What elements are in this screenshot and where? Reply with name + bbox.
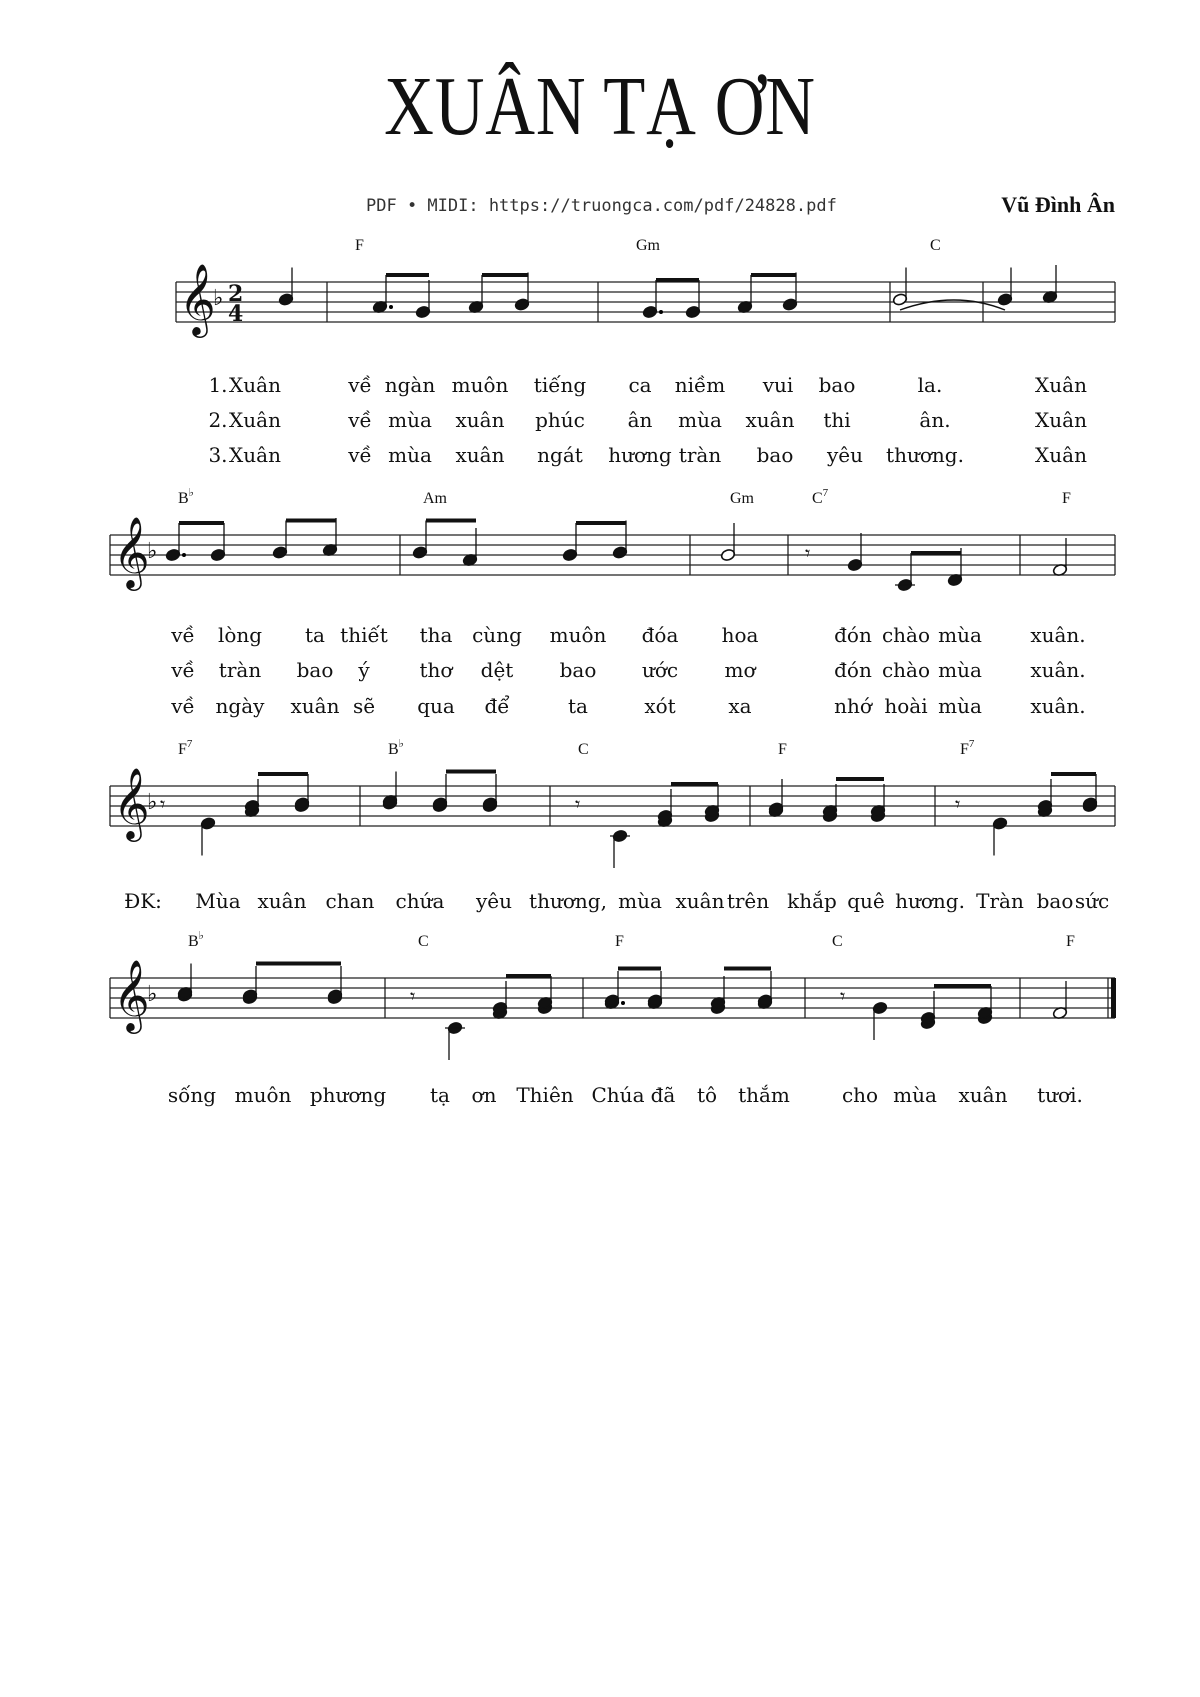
chord-symbol: $C^7$ — [812, 487, 829, 507]
song-title: XUÂN TẠ ƠN — [384, 60, 816, 153]
composer-name: Vũ Đình Ân — [1001, 192, 1115, 217]
lyric-syllable: đón — [834, 658, 872, 682]
lyric-syllable: thắm — [738, 1083, 790, 1107]
lyric-syllable: trên — [726, 889, 770, 913]
chord-symbol: B♭ — [178, 487, 194, 507]
lyric-syllable: xuân — [290, 694, 340, 718]
lyric-syllable: thi — [823, 408, 851, 432]
lyric-syllable: xuân — [675, 889, 725, 913]
final-barline-thick — [1111, 978, 1116, 1018]
lyric-syllable: yêu — [475, 889, 513, 913]
lyric-syllable: tràn — [678, 443, 722, 467]
lyric-syllable: xuân — [257, 889, 307, 913]
lyric-syllable: chứa — [395, 889, 445, 913]
lyric-syllable: Xuân — [1035, 443, 1087, 467]
lyric-syllable: ân — [627, 408, 653, 432]
lyric-syllable: bao — [296, 658, 334, 682]
lyric-syllable: mùa — [618, 889, 662, 913]
lyric-syllable: xuân — [745, 408, 795, 432]
chord-symbol: C — [832, 933, 843, 950]
lyric-syllable: mùa — [938, 694, 982, 718]
lyric-syllable: ước — [641, 658, 679, 682]
lyric-syllable: Xuân — [1035, 408, 1087, 432]
lyric-syllable: dệt — [480, 658, 514, 682]
lyric-syllable: tô — [696, 1083, 718, 1107]
lyric-syllable: xa — [728, 694, 752, 718]
lyric-syllable: về — [348, 443, 372, 467]
lyric-syllable: về — [171, 658, 195, 682]
lyric-syllable: về — [348, 408, 372, 432]
source-link[interactable]: PDF • MIDI: https://truongca.com/pdf/24828.pdf — [366, 196, 837, 216]
time-signature-bottom: 4 — [228, 301, 244, 327]
lyric-syllable: mùa — [388, 408, 432, 432]
lyric-syllable: tạ — [430, 1083, 450, 1107]
lyric-syllable: Xuân — [229, 373, 281, 397]
lyric-syllable: 2. — [208, 408, 228, 432]
treble-clef-icon: 𝄞 — [113, 515, 150, 588]
lyric-syllable: qua — [417, 694, 455, 718]
lyric-syllable: thiết — [340, 623, 388, 647]
lyric-syllable: muôn — [234, 1083, 292, 1107]
chord-symbol: F — [1066, 933, 1075, 950]
lyric-syllable: cùng — [472, 623, 522, 647]
lyric-syllable: khắp — [787, 889, 837, 913]
chord-symbol: C — [578, 741, 589, 758]
lyric-syllable: 3. — [208, 443, 228, 467]
lyric-syllable: mùa — [678, 408, 722, 432]
note-dot — [621, 1001, 625, 1005]
eighth-rest-icon: 𝄾 — [805, 541, 811, 565]
lyric-syllable: quê — [847, 889, 885, 913]
lyric-syllable: tha — [419, 623, 453, 647]
lyric-syllable: Thiên — [516, 1083, 574, 1107]
lyric-syllable: ý — [358, 658, 370, 682]
lyric-syllable: vui — [762, 373, 794, 397]
treble-clef-icon: 𝄞 — [113, 766, 150, 839]
treble-clef-icon: 𝄞 — [113, 958, 150, 1031]
lyric-syllable: mùa — [388, 443, 432, 467]
chord-symbol: Gm — [730, 490, 754, 507]
lyric-syllable: xuân. — [1030, 694, 1086, 718]
lyric-syllable: hoài — [884, 694, 928, 718]
lyric-syllable: hoa — [721, 623, 759, 647]
lyric-syllable: muôn — [451, 373, 509, 397]
lyric-syllable: bao — [559, 658, 597, 682]
lyric-syllable: sống — [167, 1083, 217, 1107]
eighth-rest-icon: 𝄾 — [955, 792, 961, 816]
chord-symbol: $F^7$ — [960, 738, 975, 758]
lyric-syllable: Xuân — [229, 443, 281, 467]
flat-key-signature-icon: ♭ — [147, 982, 158, 1007]
lyric-syllable: xuân — [455, 408, 505, 432]
lyric-syllable: xuân. — [1030, 623, 1086, 647]
note-dot — [659, 310, 663, 314]
lyric-syllable: lòng — [217, 623, 263, 647]
lyric-syllable: ngày — [215, 694, 265, 718]
lyric-syllable: hương. — [895, 889, 965, 913]
lyric-syllable: sẽ — [352, 694, 376, 718]
lyric-syllable: về — [171, 694, 195, 718]
note-dot — [182, 553, 186, 557]
lyric-syllable: chào — [881, 623, 931, 647]
lyric-syllable: tràn — [218, 658, 262, 682]
chord-symbol: C — [418, 933, 429, 950]
lyric-syllable: ĐK: — [124, 889, 162, 913]
flat-key-signature-icon: ♭ — [147, 790, 158, 815]
eighth-rest-icon: 𝄾 — [410, 984, 416, 1008]
chord-symbol: F — [615, 933, 624, 950]
flat-key-signature-icon: ♭ — [213, 286, 224, 311]
lyric-syllable: ta — [305, 623, 325, 647]
lyric-syllable: bao — [756, 443, 794, 467]
lyric-syllable: Mùa — [195, 889, 241, 913]
chord-symbol: Gm — [636, 237, 660, 254]
chord-symbol: B♭ — [188, 930, 204, 950]
chord-symbol: C — [930, 237, 941, 254]
lyric-syllable: đón — [834, 623, 872, 647]
eighth-rest-icon: 𝄾 — [575, 792, 581, 816]
lyric-syllable: về — [348, 373, 372, 397]
lyric-syllable: xuân — [455, 443, 505, 467]
lyric-syllable: xót — [644, 694, 676, 718]
lyric-syllable: Xuân — [229, 408, 281, 432]
chord-symbol: F — [778, 741, 787, 758]
lyric-syllable: Xuân — [1035, 373, 1087, 397]
lyric-syllable: ơn — [471, 1083, 497, 1107]
lyric-syllable: mùa — [938, 623, 982, 647]
lyric-syllable: ân. — [919, 408, 951, 432]
lyric-syllable: thơ — [419, 658, 453, 682]
lyric-syllable: về — [171, 623, 195, 647]
lyric-syllable: Chúa — [591, 1083, 645, 1107]
lyric-syllable: tươi. — [1037, 1083, 1083, 1107]
lyric-syllable: phương — [309, 1083, 387, 1107]
lyric-syllable: nhớ — [834, 694, 872, 718]
lyric-syllable: muôn — [549, 623, 607, 647]
lyric-syllable: chào — [881, 658, 931, 682]
lyric-syllable: Tràn — [976, 889, 1024, 913]
lyric-syllable: sức — [1074, 889, 1110, 913]
lyric-syllable: xuân — [958, 1083, 1008, 1107]
lyric-syllable: thương. — [886, 443, 964, 467]
lyric-syllable: để — [484, 694, 510, 718]
lyric-syllable: mùa — [938, 658, 982, 682]
chord-symbol: $F^7$ — [178, 738, 193, 758]
chord-symbol: F — [1062, 490, 1071, 507]
lyric-syllable: tiếng — [533, 373, 587, 397]
eighth-rest-icon: 𝄾 — [840, 984, 846, 1008]
lyric-syllable: bao — [1036, 889, 1074, 913]
lyric-syllable: niềm — [674, 373, 726, 397]
lyric-syllable: xuân. — [1030, 658, 1086, 682]
flat-key-signature-icon: ♭ — [147, 539, 158, 564]
lyric-syllable: ngát — [537, 443, 583, 467]
lyric-syllable: ca — [628, 373, 652, 397]
eighth-rest-icon: 𝄾 — [160, 792, 166, 816]
note-dot — [389, 305, 393, 309]
lyric-syllable: mơ — [724, 658, 756, 682]
lyric-syllable: 1. — [208, 373, 228, 397]
lyric-syllable: phúc — [535, 408, 585, 432]
lyric-syllable: thương, — [529, 889, 607, 913]
lyric-syllable: hương — [608, 443, 672, 467]
chord-symbol: B♭ — [388, 738, 404, 758]
lyric-syllable: la. — [917, 373, 943, 397]
lyric-syllable: đóa — [641, 623, 679, 647]
treble-clef-icon: 𝄞 — [179, 262, 216, 335]
lyric-syllable: ta — [568, 694, 588, 718]
lyric-syllable: cho — [841, 1083, 879, 1107]
lyric-syllable: đã — [650, 1083, 676, 1107]
chord-symbol: Am — [423, 490, 447, 507]
time-signature-top: 2 — [228, 281, 244, 307]
lyric-syllable: yêu — [826, 443, 864, 467]
lyric-syllable: bao — [818, 373, 856, 397]
lyric-syllable: mùa — [893, 1083, 937, 1107]
chord-symbol: F — [355, 237, 364, 254]
lyric-syllable: chan — [325, 889, 375, 913]
lyric-syllable: ngàn — [384, 373, 436, 397]
